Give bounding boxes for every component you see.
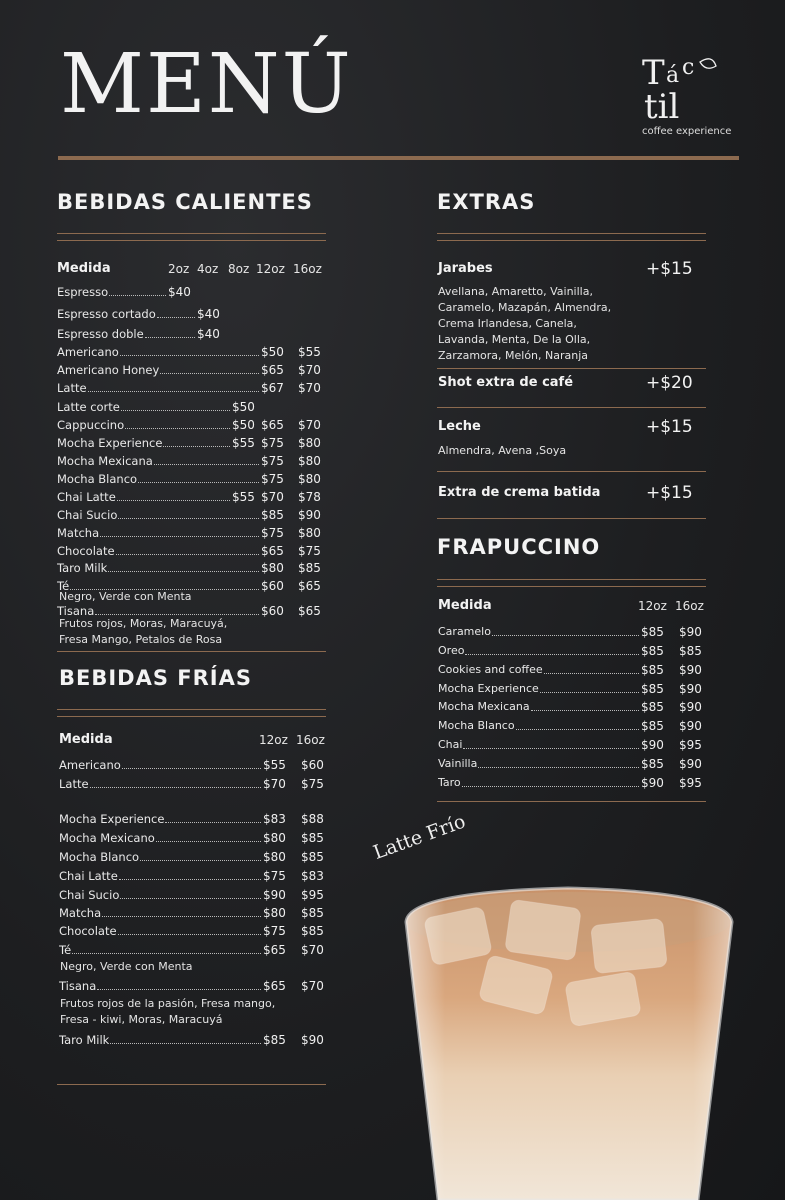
jarabes-line: Caramelo, Mazapán, Almendra,: [438, 301, 612, 314]
extras-divider-top: [437, 233, 706, 234]
item-note: Fresa Mango, Petalos de Rosa: [59, 633, 223, 646]
menu-item-price: $85: [301, 850, 324, 864]
menu-item-name: Mocha Experience: [57, 436, 163, 450]
menu-item-price: $85: [298, 561, 321, 575]
hot-divider-bottom: [57, 651, 326, 652]
menu-item-price: $90: [679, 682, 702, 696]
menu-item-price: $80: [298, 472, 321, 486]
menu-item-price: $55: [298, 345, 321, 359]
size-header-label: Medida: [59, 732, 113, 747]
menu-item-price: $90: [679, 663, 702, 677]
menu-item-row: [59, 941, 327, 959]
dotted-leader: [540, 692, 639, 693]
menu-item-price: $80: [298, 454, 321, 468]
svg-text:T: T: [642, 53, 665, 93]
menu-item-row: [59, 848, 327, 866]
menu-item-row: [57, 559, 327, 577]
menu-item-row: [438, 661, 706, 679]
menu-item-price: $90: [298, 508, 321, 522]
dotted-leader: [163, 446, 230, 447]
menu-item-name: Espresso cortado: [57, 307, 156, 321]
jarabes-line: Zarzamora, Melón, Naranja: [438, 349, 589, 362]
extra-shot-name: Shot extra de café: [438, 375, 574, 390]
menu-item-price: $85: [679, 644, 702, 658]
menu-item-price: $95: [679, 776, 702, 790]
item-note: Fresa - kiwi, Moras, Maracuyá: [60, 1013, 223, 1026]
menu-item-price: $75: [261, 454, 284, 468]
size-column-header: 12oz: [256, 262, 285, 276]
menu-item-row: [57, 343, 327, 361]
menu-item-name: Americano: [57, 345, 119, 359]
dotted-leader: [102, 916, 261, 917]
dotted-leader: [120, 355, 259, 356]
menu-item-name: Matcha: [57, 526, 100, 540]
menu-item-price: $85: [641, 757, 664, 771]
menu-item-price: $83: [263, 812, 286, 826]
menu-item-price: $55: [232, 490, 255, 504]
menu-item-price: $85: [301, 831, 324, 845]
menu-item-name: Mocha Experience: [59, 812, 165, 826]
menu-item-price: $90: [679, 700, 702, 714]
frappe-divider-bottom: [437, 801, 706, 802]
menu-item-name: Chai Sucio: [57, 508, 118, 522]
menu-item-name: Chai Sucio: [59, 888, 120, 902]
header-divider: [58, 156, 739, 160]
menu-item-name: Chocolate: [59, 924, 117, 938]
menu-item-price: $65: [298, 604, 321, 618]
svg-text:til: til: [644, 87, 680, 124]
dotted-leader: [90, 787, 261, 788]
menu-item-price: $60: [261, 604, 284, 618]
extra-jarabes-name: Jarabes: [438, 261, 493, 276]
menu-item-name: Té: [59, 943, 72, 957]
hot-divider-top-2: [57, 240, 326, 241]
menu-item-name: Cookies and coffee: [438, 663, 543, 676]
menu-item-price: $60: [261, 579, 284, 593]
menu-item-name: Chai: [438, 738, 463, 751]
menu-item-name: Mocha Blanco: [57, 472, 138, 486]
menu-item-price: $90: [679, 719, 702, 733]
dotted-leader: [95, 614, 259, 615]
menu-item-row: [57, 488, 327, 506]
menu-item-price: $70: [261, 490, 284, 504]
extras-divider: [437, 407, 706, 408]
extras-divider: [437, 471, 706, 472]
dotted-leader: [110, 1043, 261, 1044]
dotted-leader: [165, 822, 261, 823]
menu-item-price: $85: [641, 719, 664, 733]
menu-item-price: $85: [641, 625, 664, 639]
menu-item-price: $85: [301, 924, 324, 938]
dotted-leader: [138, 482, 259, 483]
menu-item-price: $60: [301, 758, 324, 772]
menu-item-row: [438, 755, 706, 773]
menu-item-row: [59, 829, 327, 847]
dotted-leader: [154, 464, 259, 465]
extra-jarabes-price: +$15: [646, 259, 693, 279]
menu-item-name: Espresso doble: [57, 327, 144, 341]
menu-item-row: [57, 506, 327, 524]
menu-item-row: [59, 904, 327, 922]
menu-item-price: $40: [168, 285, 191, 299]
size-column-header: 16oz: [293, 262, 322, 276]
menu-item-price: $75: [261, 472, 284, 486]
size-column-header: 12oz: [638, 599, 667, 613]
logo-mark-icon: [640, 52, 740, 124]
menu-item-name: Oreo: [438, 644, 465, 657]
size-header-label: Medida: [438, 598, 492, 613]
cold-drinks-title: BEBIDAS FRÍAS: [59, 666, 252, 690]
menu-item-row: [57, 361, 327, 379]
menu-item-price: $70: [298, 381, 321, 395]
dotted-leader: [119, 879, 261, 880]
dotted-leader: [116, 554, 259, 555]
menu-item-price: $90: [679, 625, 702, 639]
menu-item-row: [57, 325, 327, 343]
menu-item-name: Mocha Experience: [438, 682, 539, 695]
menu-item-price: $80: [298, 436, 321, 450]
jarabes-flavors: [438, 284, 611, 364]
menu-item-name: Cappuccino: [57, 418, 125, 432]
menu-item-price: $75: [261, 526, 284, 540]
brand-logo: [640, 52, 740, 142]
menu-item-price: $65: [261, 418, 284, 432]
page-title: MENÚ: [60, 37, 353, 132]
menu-item-row: [59, 775, 327, 793]
dotted-leader: [145, 337, 195, 338]
menu-item-price: $50: [232, 400, 255, 414]
svg-text:c: c: [682, 55, 695, 80]
menu-item-price: $85: [301, 906, 324, 920]
menu-item-price: $65: [263, 979, 286, 993]
item-note: Frutos rojos, Moras, Maracuyá,: [59, 617, 228, 630]
size-header-label: Medida: [57, 261, 111, 276]
dotted-leader: [160, 373, 259, 374]
menu-item-row: [438, 717, 706, 735]
menu-item-name: Taro: [438, 776, 461, 789]
size-column-header: 8oz: [228, 262, 250, 276]
dotted-leader: [492, 635, 639, 636]
menu-item-price: $70: [301, 943, 324, 957]
menu-item-price: $85: [641, 682, 664, 696]
menu-item-price: $55: [232, 436, 255, 450]
menu-item-price: $75: [263, 924, 286, 938]
menu-item-price: $85: [641, 663, 664, 677]
menu-item-name: Chocolate: [57, 544, 115, 558]
size-column-header: 2oz: [168, 262, 190, 276]
menu-item-name: Mocha Mexicana: [438, 700, 530, 713]
menu-item-price: $50: [232, 418, 255, 432]
dotted-leader: [108, 571, 259, 572]
dotted-leader: [121, 410, 230, 411]
menu-item-price: $80: [263, 906, 286, 920]
menu-item-row: [59, 1031, 327, 1049]
menu-item-name: Chai Latte: [59, 869, 118, 883]
menu-item-price: $65: [263, 943, 286, 957]
extra-crema-name: Extra de crema batida: [438, 485, 601, 500]
extras-divider-bottom: [437, 518, 706, 519]
extra-leche-price: +$15: [646, 417, 693, 437]
dotted-leader: [544, 673, 639, 674]
menu-item-row: [57, 283, 327, 301]
menu-item-price: $65: [261, 363, 284, 377]
dotted-leader: [100, 536, 259, 537]
menu-item-row: [57, 542, 327, 560]
menu-item-name: Taro Milk: [59, 1033, 110, 1047]
menu-item-name: Taro Milk: [57, 561, 108, 575]
extras-divider: [437, 368, 706, 369]
menu-item-price: $90: [641, 738, 664, 752]
size-column-header: 16oz: [675, 599, 704, 613]
menu-item-row: [59, 886, 327, 904]
dotted-leader: [122, 768, 261, 769]
menu-item-row: [59, 922, 327, 940]
dotted-leader: [462, 786, 639, 787]
menu-item-row: [59, 756, 327, 774]
cold-divider-top-2: [57, 716, 326, 717]
size-column-header: 12oz: [259, 733, 288, 747]
menu-item-name: Mocha Blanco: [438, 719, 515, 732]
size-column-header: 16oz: [296, 733, 325, 747]
menu-item-price: $75: [263, 869, 286, 883]
dotted-leader: [465, 654, 639, 655]
menu-item-price: $85: [641, 700, 664, 714]
menu-item-name: Latte corte: [57, 400, 120, 414]
menu-item-price: $75: [301, 777, 324, 791]
menu-item-price: $65: [261, 544, 284, 558]
menu-item-price: $75: [261, 436, 284, 450]
menu-item-name: Vainilla: [438, 757, 478, 770]
dotted-leader: [117, 500, 230, 501]
menu-item-price: $90: [263, 888, 286, 902]
extras-divider-top-2: [437, 240, 706, 241]
menu-item-price: $90: [679, 757, 702, 771]
item-note: Negro, Verde con Menta: [60, 960, 193, 973]
menu-item-price: $65: [298, 579, 321, 593]
menu-item-name: Latte: [59, 777, 89, 791]
menu-item-price: $95: [301, 888, 324, 902]
dotted-leader: [478, 767, 639, 768]
frappe-divider-top-2: [437, 586, 706, 587]
menu-item-name: Americano: [59, 758, 121, 772]
menu-item-row: [438, 698, 706, 716]
menu-item-row: [59, 977, 327, 995]
menu-item-row: [57, 434, 327, 452]
menu-item-name: Mocha Mexicano: [59, 831, 155, 845]
menu-item-price: $50: [261, 345, 284, 359]
menu-item-row: [57, 524, 327, 542]
hot-drinks-title: BEBIDAS CALIENTES: [57, 190, 313, 214]
menu-item-row: [57, 379, 327, 397]
photo-caption: Latte Frío: [370, 810, 469, 864]
jarabes-line: Lavanda, Menta, De la Olla,: [438, 333, 591, 346]
menu-item-name: Latte: [57, 381, 87, 395]
extras-title: EXTRAS: [437, 190, 536, 214]
menu-item-price: $95: [679, 738, 702, 752]
extra-crema-price: +$15: [646, 483, 693, 503]
menu-item-price: $55: [263, 758, 286, 772]
menu-item-row: [438, 623, 706, 641]
menu-item-price: $90: [301, 1033, 324, 1047]
menu-item-price: $83: [301, 869, 324, 883]
extra-shot-price: +$20: [646, 373, 693, 393]
menu-item-row: [438, 736, 706, 754]
menu-item-price: $88: [301, 812, 324, 826]
dotted-leader: [463, 748, 639, 749]
cold-divider-bottom: [57, 1084, 326, 1085]
dotted-leader: [109, 295, 166, 296]
menu-item-price: $40: [197, 327, 220, 341]
menu-item-row: [59, 867, 327, 885]
menu-item-name: Tisana: [59, 979, 97, 993]
menu-item-row: [57, 452, 327, 470]
menu-item-name: Espresso: [57, 285, 109, 299]
dotted-leader: [516, 729, 639, 730]
dotted-leader: [118, 518, 259, 519]
menu-item-name: Caramelo: [438, 625, 491, 638]
menu-item-row: [438, 680, 706, 698]
hot-divider-top: [57, 233, 326, 234]
menu-item-name: Americano Honey: [57, 363, 160, 377]
dotted-leader: [157, 317, 195, 318]
menu-item-price: $80: [298, 526, 321, 540]
menu-item-price: $40: [197, 307, 220, 321]
iced-latte-image: [398, 882, 738, 1200]
menu-item-name: Mocha Mexicana: [57, 454, 153, 468]
menu-item-row: [57, 470, 327, 488]
dotted-leader: [140, 860, 261, 861]
menu-item-price: $80: [263, 850, 286, 864]
item-note: Frutos rojos de la pasión, Fresa mango,: [60, 997, 276, 1010]
menu-item-name: Tisana: [57, 604, 95, 618]
dotted-leader: [88, 391, 259, 392]
menu-item-price: $70: [263, 777, 286, 791]
dotted-leader: [97, 989, 261, 990]
menu-item-row: [59, 810, 327, 828]
menu-item-price: $85: [263, 1033, 286, 1047]
dotted-leader: [120, 898, 261, 899]
menu-item-price: $85: [641, 644, 664, 658]
extra-leche-name: Leche: [438, 419, 481, 434]
menu-item-price: $85: [261, 508, 284, 522]
logo-subtitle: coffee experience: [642, 126, 732, 137]
menu-item-price: $75: [298, 544, 321, 558]
cold-divider-top: [57, 709, 326, 710]
menu-item-price: $70: [298, 418, 321, 432]
menu-item-name: Mocha Blanco: [59, 850, 140, 864]
menu-item-price: $80: [263, 831, 286, 845]
menu-item-name: Chai Latte: [57, 490, 116, 504]
menu-item-name: Matcha: [59, 906, 102, 920]
menu-item-row: [438, 774, 706, 792]
dotted-leader: [156, 841, 261, 842]
frappe-divider-top: [437, 579, 706, 580]
menu-item-price: $67: [261, 381, 284, 395]
menu-item-price: $80: [261, 561, 284, 575]
menu-item-name: Té: [57, 579, 70, 593]
menu-item-price: $90: [641, 776, 664, 790]
dotted-leader: [72, 953, 261, 954]
size-column-header: 4oz: [197, 262, 219, 276]
item-note: Negro, Verde con Menta: [59, 590, 192, 603]
dotted-leader: [118, 934, 261, 935]
menu-item-row: [57, 416, 327, 434]
svg-text:á: á: [666, 63, 680, 88]
leche-options: Almendra, Avena ,Soya: [438, 444, 567, 457]
dotted-leader: [531, 710, 639, 711]
menu-item-price: $70: [301, 979, 324, 993]
menu-item-price: $78: [298, 490, 321, 504]
frappe-title: FRAPUCCINO: [437, 535, 601, 559]
menu-item-row: [57, 398, 327, 416]
dotted-leader: [125, 428, 230, 429]
jarabes-line: Avellana, Amaretto, Vainilla,: [438, 285, 593, 298]
jarabes-line: Crema Irlandesa, Canela,: [438, 317, 577, 330]
menu-item-price: $70: [298, 363, 321, 377]
menu-item-row: [438, 642, 706, 660]
menu-item-row: [57, 305, 327, 323]
